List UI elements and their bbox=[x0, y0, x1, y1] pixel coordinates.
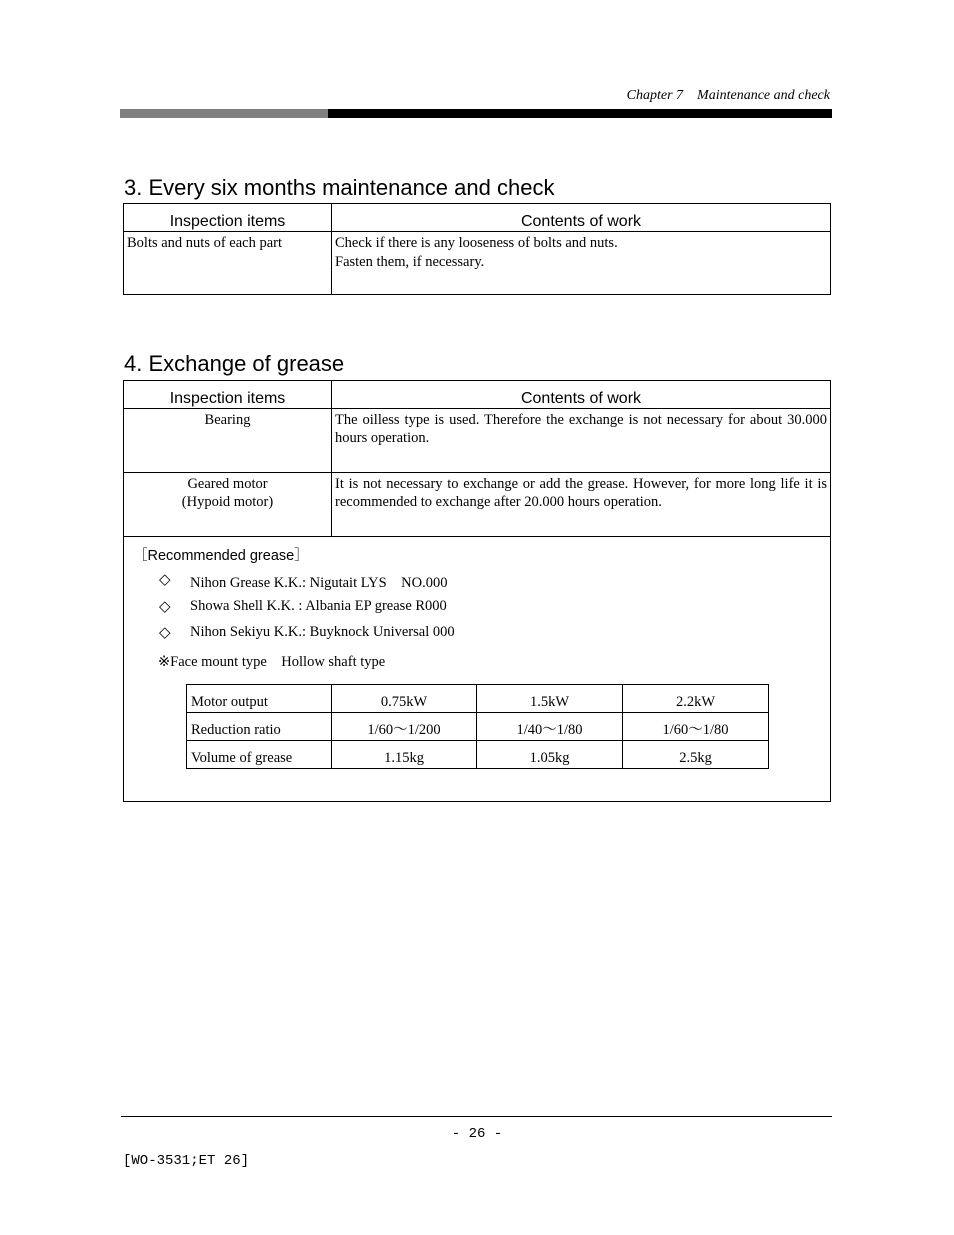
section3-contents-cell bbox=[332, 232, 831, 295]
section4-item-geared-motor bbox=[124, 473, 332, 537]
section4-item-bearing bbox=[124, 409, 332, 473]
spec-cell: 0.75kW bbox=[332, 685, 477, 713]
table-row bbox=[187, 685, 769, 713]
document-code: [WO-3531;ET 26] bbox=[123, 1153, 250, 1169]
table-row bbox=[124, 409, 831, 473]
spec-label-motor-output: Motor output bbox=[187, 685, 332, 713]
section3-table bbox=[123, 203, 831, 295]
diamond-icon: ◇ bbox=[159, 570, 171, 588]
spec-cell: 2.2kW bbox=[623, 685, 769, 713]
section4-header-items: Inspection items bbox=[124, 381, 332, 409]
mount-type-note: ※Face mount type Hollow shaft type bbox=[158, 654, 386, 670]
grease-spec-table bbox=[186, 684, 769, 769]
section4-item-geared-motor-sub: (Hypoid motor) bbox=[181, 494, 274, 510]
section3-title: 3. Every six months maintenance and check bbox=[124, 175, 555, 200]
section4-header-contents: Contents of work bbox=[332, 381, 831, 409]
spec-label-volume-of-grease: Volume of grease bbox=[187, 741, 332, 769]
diamond-icon: ◇ bbox=[159, 597, 171, 615]
spec-cell: 1/60～1/80 bbox=[623, 713, 769, 741]
page-number: - 26 - bbox=[451, 1126, 503, 1142]
spec-cell: 1/40～1/80 bbox=[477, 713, 623, 741]
header-title: Maintenance and check bbox=[697, 88, 830, 103]
spec-cell: 1.5kW bbox=[477, 685, 623, 713]
section3-item-cell: Bolts and nuts of each part bbox=[124, 232, 332, 295]
spec-cell: 1.15kg bbox=[332, 741, 477, 769]
running-header bbox=[0, 88, 830, 104]
spec-cell: 1/60～1/200 bbox=[332, 713, 477, 741]
section4-item-bearing-label: Bearing bbox=[204, 412, 251, 428]
spec-cell: 2.5kg bbox=[623, 741, 769, 769]
grease-item-2: Showa Shell K.K. : Albania EP grease R000 bbox=[190, 598, 447, 614]
section4-contents-bearing: The oilless type is used. Therefore the exchange is not necessary for about 30.000 hours operation. bbox=[332, 409, 831, 473]
recommended-grease-title: ［Recommended grease］ bbox=[133, 548, 309, 564]
header-bar-gray bbox=[120, 109, 328, 118]
spec-cell: 1.05kg bbox=[477, 741, 623, 769]
section3-contents-line2: Fasten them, if necessary. bbox=[335, 254, 485, 270]
spec-label-reduction-ratio: Reduction ratio bbox=[187, 713, 332, 741]
section3-header-contents: Contents of work bbox=[332, 204, 831, 232]
footer-rule bbox=[121, 1116, 832, 1117]
table-row bbox=[187, 713, 769, 741]
table-row bbox=[187, 741, 769, 769]
grease-item-3: Nihon Sekiyu K.K.: Buyknock Universal 000 bbox=[190, 624, 455, 640]
section4-item-geared-motor-label: Geared motor bbox=[187, 476, 268, 492]
header-bar-black bbox=[328, 109, 832, 118]
table-row bbox=[124, 232, 831, 295]
section4-title: 4. Exchange of grease bbox=[124, 351, 345, 376]
diamond-icon: ◇ bbox=[159, 623, 171, 641]
header-chapter: Chapter 7 bbox=[626, 88, 684, 103]
table-row bbox=[124, 473, 831, 537]
section3-header-items: Inspection items bbox=[124, 204, 332, 232]
grease-item-1: Nihon Grease K.K.: Nigutait LYS NO.000 bbox=[190, 575, 448, 591]
section3-contents-line1: Check if there is any looseness of bolts and nuts. bbox=[335, 235, 618, 251]
section4-contents-geared-motor: It is not necessary to exchange or add the grease. However, for more long life it is recommended to exchange after 20.000 hours operation. bbox=[332, 473, 831, 537]
